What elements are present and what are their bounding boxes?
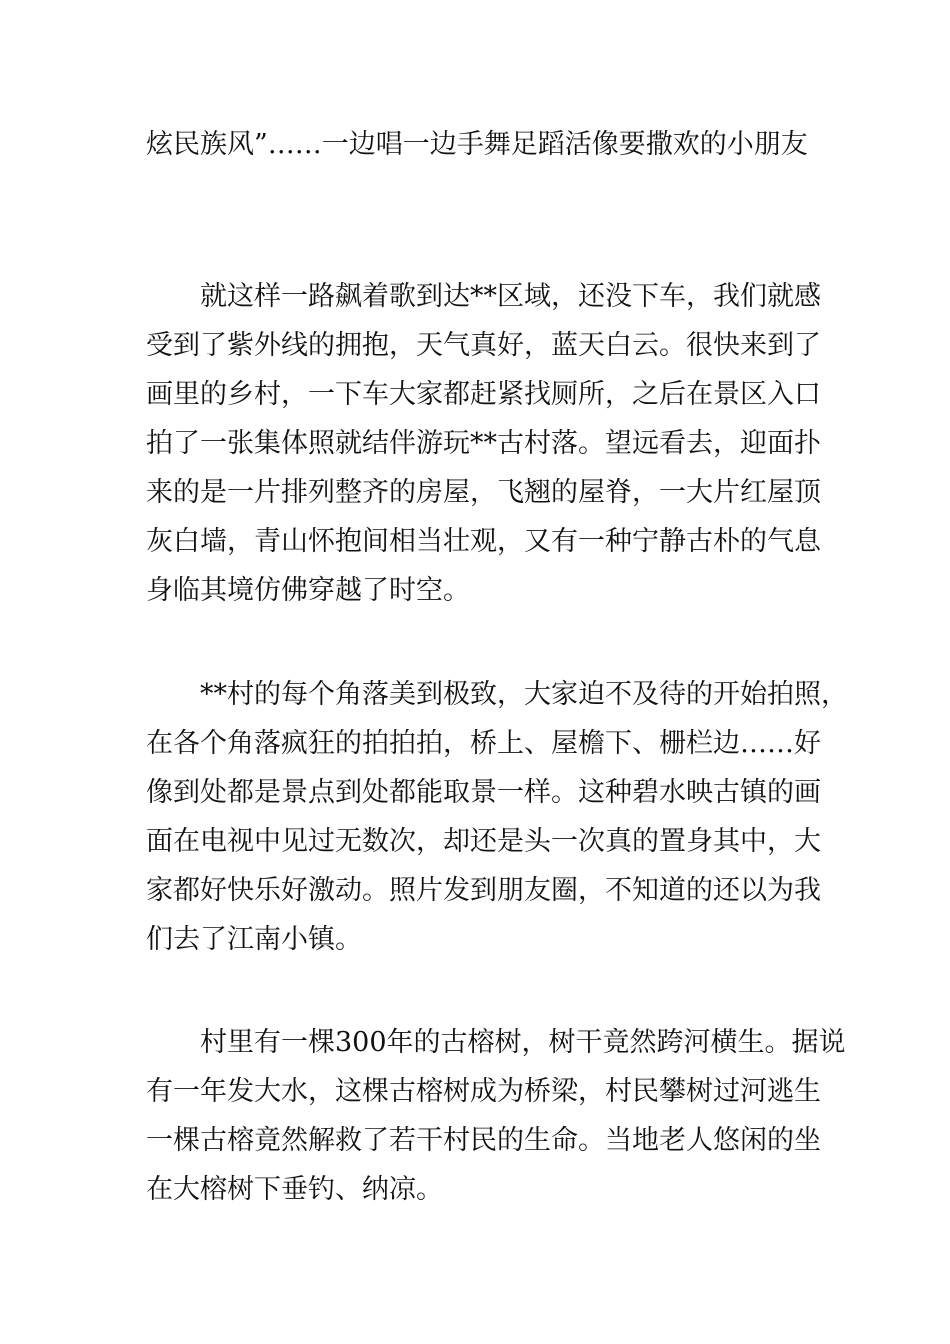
text-line: 受到了紫外线的拥抱，天气真好，蓝天白云。很快来到了 bbox=[146, 330, 821, 361]
text-line: 就这样一路飙着歌到达**区域，还没下车，我们就感 bbox=[200, 281, 821, 312]
document-body bbox=[146, 120, 848, 1214]
paragraph-3 bbox=[146, 1018, 846, 1214]
text-line: 面在电视中见过无数次，却还是头一次真的置身其中，大 bbox=[146, 826, 821, 857]
text-line: 家都好快乐好激动。照片发到朋友圈，不知道的还以为我 bbox=[146, 875, 821, 906]
text-line: 拍了一张集体照就结伴游玩**古村落。望远看去，迎面扑 bbox=[146, 428, 821, 459]
text-line: 身临其境仿佛穿越了时空。 bbox=[146, 575, 470, 606]
text-line: 像到处都是景点到处都能取景一样。这种碧水映古镇的画 bbox=[146, 777, 821, 808]
text-line: 炫民族风”……一边唱一边手舞足蹈活像要撒欢的小朋友 bbox=[146, 129, 808, 160]
text-line: 们去了江南小镇。 bbox=[146, 924, 362, 955]
text-line: 在各个角落疯狂的拍拍拍，桥上、屋檐下、栅栏边……好 bbox=[146, 728, 821, 759]
paragraph-1 bbox=[146, 272, 821, 615]
text-line: 有一年发大水，这棵古榕树成为桥梁，村民攀树过河逃生 bbox=[146, 1076, 821, 1107]
paragraph-2 bbox=[146, 670, 848, 964]
text-line: 在大榕树下垂钓、纳凉。 bbox=[146, 1174, 443, 1205]
text-line: 画里的乡村，一下车大家都赶紧找厕所，之后在景区入口 bbox=[146, 379, 821, 410]
text-line: 村里有一棵300年的古榕树，树干竟然跨河横生。据说 bbox=[200, 1027, 846, 1058]
text-line: 灰白墙，青山怀抱间相当壮观，又有一种宁静古朴的气息 bbox=[146, 526, 821, 557]
text-line: 来的是一片排列整齐的房屋，飞翘的屋脊，一大片红屋顶 bbox=[146, 477, 821, 508]
text-line: 一棵古榕竟然解救了若干村民的生命。当地老人悠闲的坐 bbox=[146, 1125, 821, 1156]
text-line: **村的每个角落美到极致，大家迫不及待的开始拍照， bbox=[200, 679, 848, 710]
